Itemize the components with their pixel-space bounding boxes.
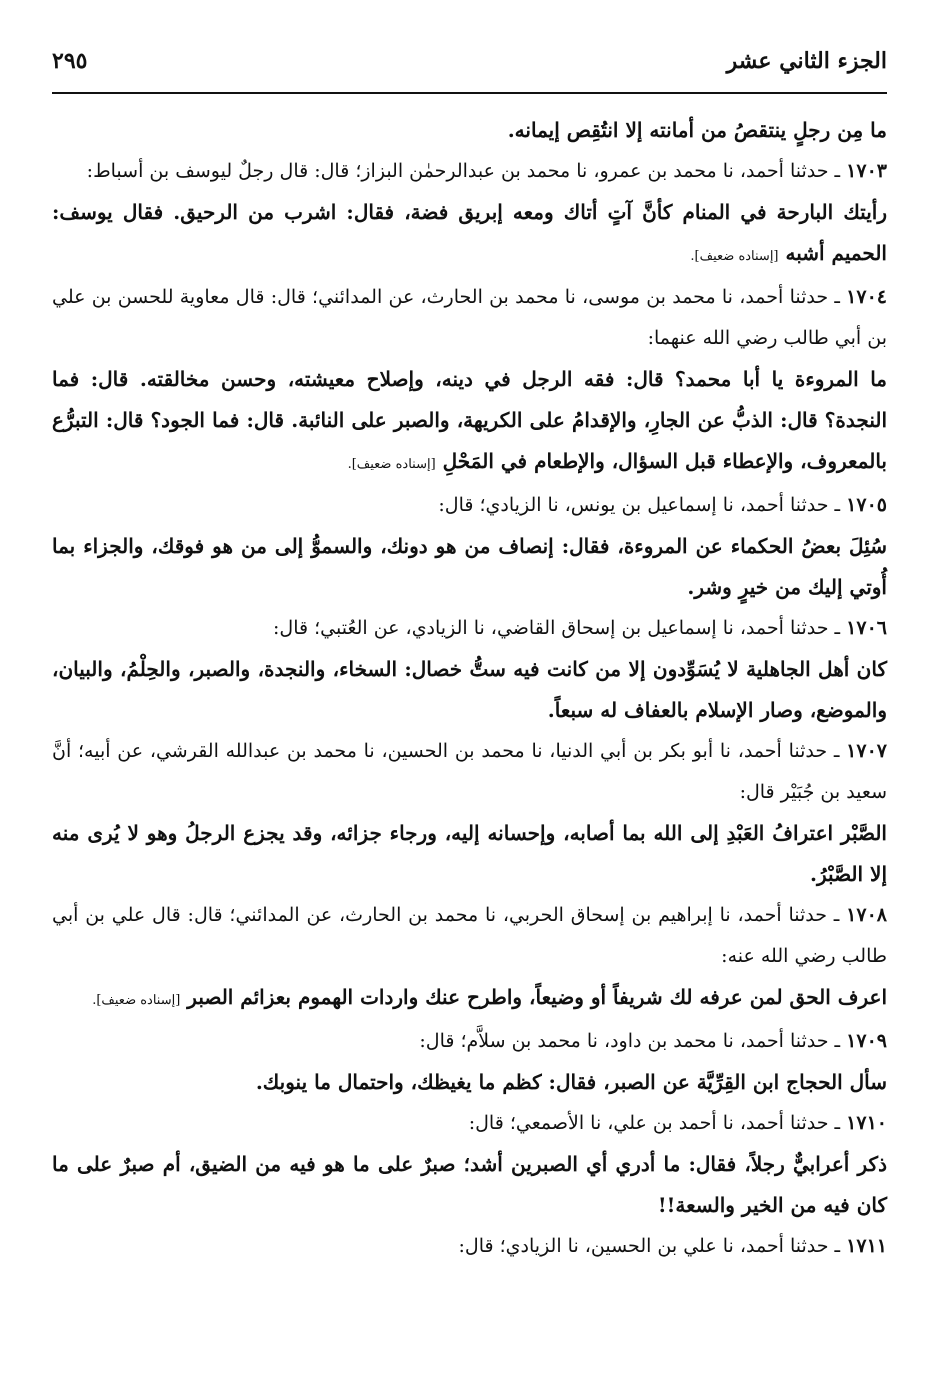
quote-text: ذكر أعرابيٌّ رجلاً، فقال: ما أدري أي الصبرين أشد؛ صبرٌ على ما هو فيه من الضيق، أم صبرٌ على ما كان فيه من الخير والسعة!! <box>52 1152 887 1217</box>
quote-text: سُئِلَ بعضُ الحكماء عن المروءة، فقال: إنصاف من هو دونك، والسموُّ إلى من هو فوقك، والجزاء بما أُوتي إليك من خيرٍ وشر. <box>52 534 887 599</box>
hadith-number: ١٧٠٥ <box>846 494 887 516</box>
isnad-note: [إسناده ضعيف]. <box>92 993 181 1008</box>
narration-text: ـ حدثنا أحمد، نا إسماعيل بن يونس، نا الزيادي؛ قال: <box>438 494 847 516</box>
narration-paragraph <box>52 485 887 526</box>
narration-text: ـ حدثنا أحمد، نا علي بن الحسين، نا الزيادي؛ قال: <box>458 1235 847 1257</box>
narration-text: ـ حدثنا أحمد، نا إبراهيم بن إسحاق الحربي، نا محمد بن الحارث، عن المدائني؛ قال: قال علي بن أبي طالب رضي الله عنه: <box>52 904 887 967</box>
hadith-number: ١٧١٠ <box>846 1112 887 1134</box>
quote-paragraph <box>52 977 887 1021</box>
quote-text: الصَّبْر اعترافُ العَبْدِ إلى الله بما أصابه، وإحسانه إليه، ورجاء جزائه، وقد يجزع الرجلُ وهو لا يُرى منه إلا الصَّبْرُ. <box>52 821 887 886</box>
quote-paragraph <box>52 526 887 608</box>
narration-paragraph <box>52 608 887 649</box>
quote-paragraph <box>52 1062 887 1103</box>
quote-paragraph <box>52 1144 887 1226</box>
hadith-number: ١٧٠٩ <box>846 1030 887 1052</box>
narration-paragraph <box>52 277 887 359</box>
quote-paragraph <box>52 110 887 151</box>
narration-text: ـ حدثنا أحمد، نا أبو بكر بن أبي الدنيا، نا محمد بن الحسين، نا محمد بن عبدالله القرشي، عن أبيه؛ أنَّ سعيد بن جُبَيْر قال: <box>52 740 887 803</box>
narration-text: ـ حدثنا أحمد، نا محمد بن عمرو، نا محمد بن عبدالرحمٰن البزاز؛ قال: قال رجلٌ ليوسف بن أسباط: <box>86 160 847 182</box>
header-rule <box>52 92 887 94</box>
quote-text: ما المروءة يا أبا محمد؟ قال: فقه الرجل في دينه، وإصلاح معيشته، وحسن مخالقته. قال: فما النجدة؟ قال: الذبُّ عن الجارِ، والإقدامُ على الكريهة، والصبر على النائبة. قال: فما الجود؟ قال: التبرُّع بالمعروف، والإعطاء قبل السؤال، والإطعام في المَحْلِ <box>52 367 887 473</box>
hadith-number: ١٧٠٨ <box>846 904 887 926</box>
running-title: الجزء الثاني عشر <box>726 48 887 74</box>
hadith-number: ١٧٠٧ <box>846 740 887 762</box>
quote-text: ما مِن رجلٍ ينتقصُ من أمانته إلا انتُقِص إيمانه. <box>507 118 887 142</box>
quote-paragraph <box>52 813 887 895</box>
narration-paragraph <box>52 731 887 813</box>
quote-paragraph <box>52 359 887 485</box>
narration-paragraph <box>52 151 887 192</box>
isnad-note: [إسناده ضعيف]. <box>347 457 436 472</box>
quote-text: رأيتك البارحة في المنام كأنَّ آتٍ أتاك ومعه إبريق فضة، فقال: اشرب من الرحيق. فقال يوسف: الحميم أشبه <box>52 200 887 265</box>
narration-paragraph <box>52 895 887 977</box>
hadith-number: ١٧٠٤ <box>846 286 887 308</box>
quote-text: سأل الحجاج ابن القِرِّيَّة عن الصبر، فقال: كظم ما يغيظك، واحتمال ما ينوبك. <box>255 1070 887 1094</box>
page-body <box>52 110 887 1267</box>
quote-text: كان أهل الجاهلية لا يُسَوِّدون إلا من كانت فيه ستُّ خصال: السخاء، والنجدة، والصبر، والحِلْمُ، والبيان، والموضع، وصار الإسلام بالعفاف له سبعاً. <box>52 657 887 722</box>
narration-paragraph <box>52 1021 887 1062</box>
page-header <box>52 48 887 92</box>
narration-text: ـ حدثنا أحمد، نا محمد بن داود، نا محمد بن سلاَّم؛ قال: <box>419 1030 847 1052</box>
quote-text: اعرف الحق لمن عرفه لك شريفاً أو وضيعاً، واطرح عنك واردات الهموم بعزائم الصبر <box>187 985 887 1009</box>
page-number: ٢٩٥ <box>52 48 88 74</box>
narration-paragraph <box>52 1226 887 1267</box>
quote-paragraph <box>52 192 887 277</box>
narration-text: ـ حدثنا أحمد، نا محمد بن موسى، نا محمد بن الحارث، عن المدائني؛ قال: قال معاوية للحسن بن علي بن أبي طالب رضي الله عنهما: <box>52 286 887 349</box>
narration-paragraph <box>52 1103 887 1144</box>
isnad-note: [إسناده ضعيف]. <box>690 249 779 264</box>
narration-text: ـ حدثنا أحمد، نا أحمد بن علي، نا الأصمعي؛ قال: <box>468 1112 847 1134</box>
hadith-number: ١٧١١ <box>846 1235 887 1257</box>
quote-paragraph <box>52 649 887 731</box>
hadith-number: ١٧٠٦ <box>846 617 887 639</box>
hadith-number: ١٧٠٣ <box>846 160 887 182</box>
narration-text: ـ حدثنا أحمد، نا إسماعيل بن إسحاق القاضي، نا الزيادي، عن العُتبي؛ قال: <box>272 617 847 639</box>
